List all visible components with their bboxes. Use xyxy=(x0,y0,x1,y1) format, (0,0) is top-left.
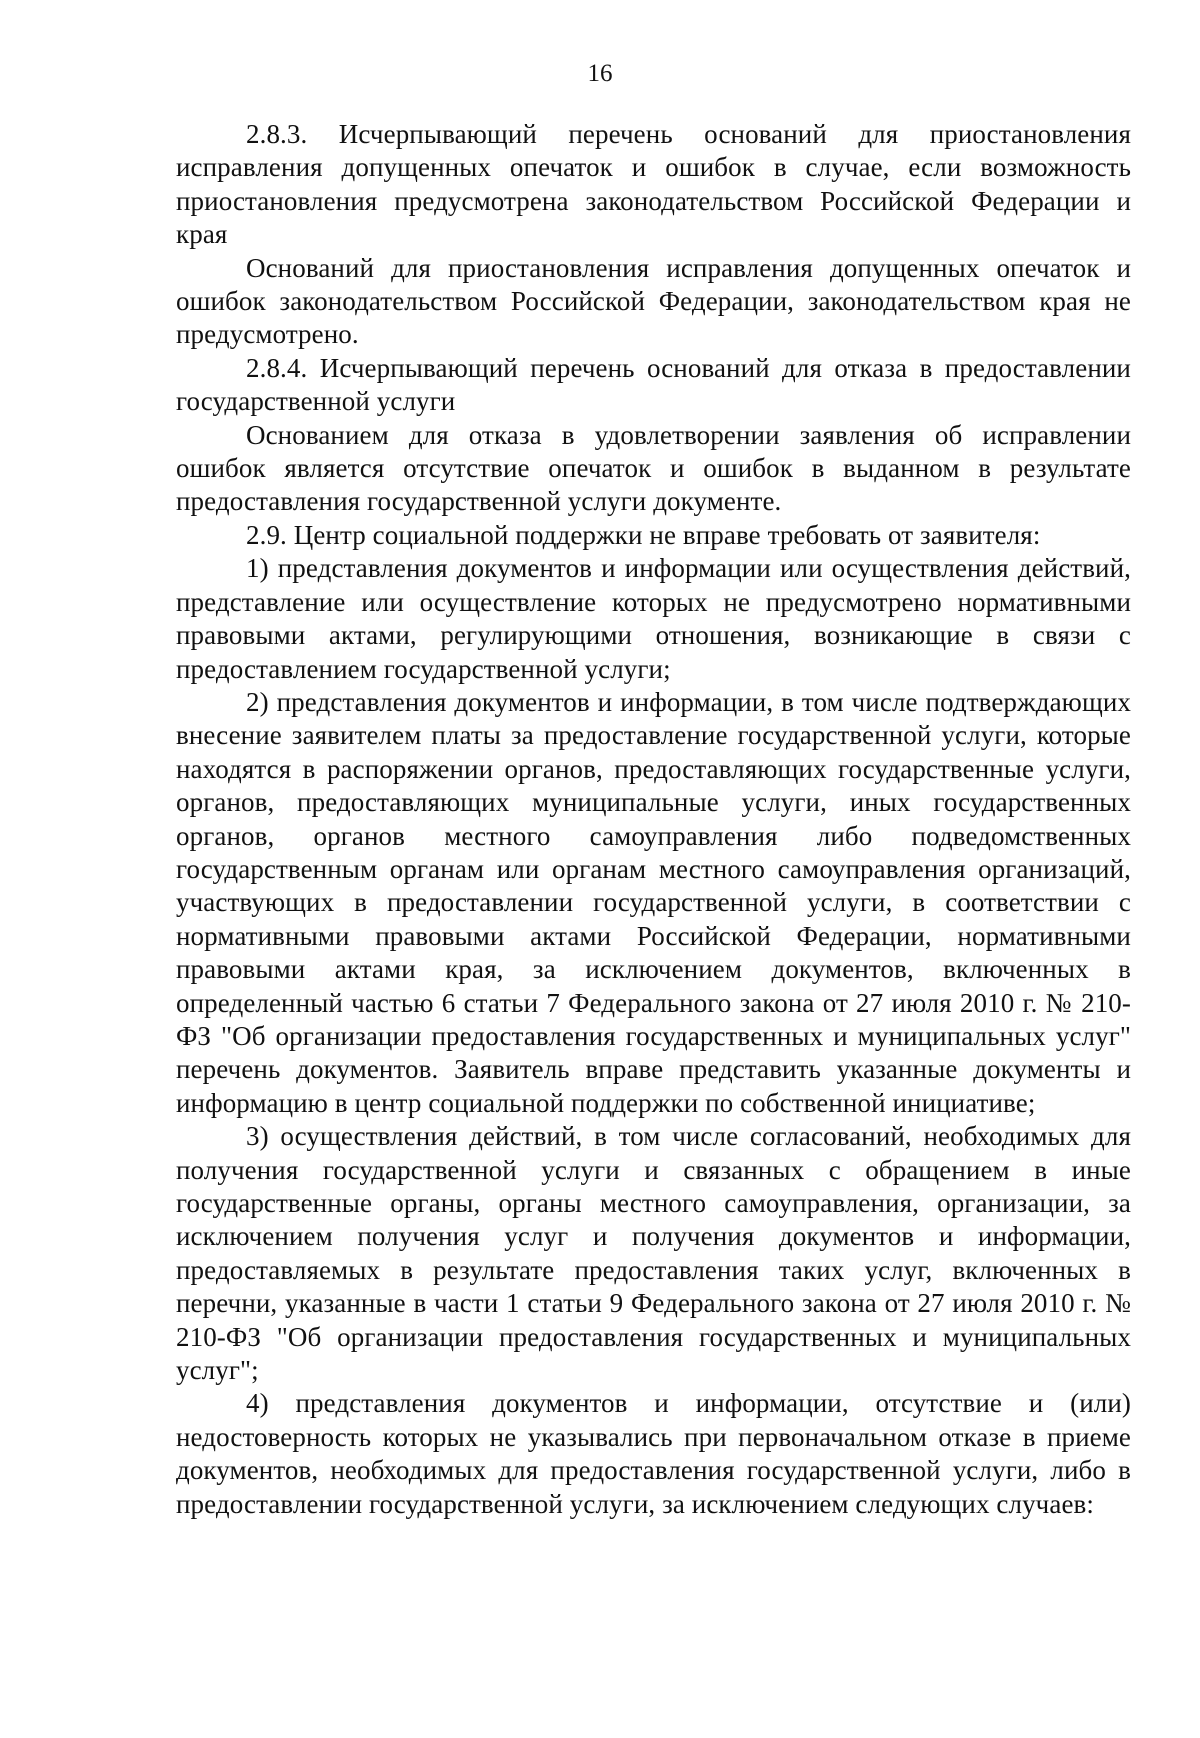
paragraph-2-8-3-text: Оснований для приостановления исправления допущенных опечаток и ошибок законодательством Российской Федерации, законодательством края не предусмотрено. xyxy=(176,252,1131,350)
document-body xyxy=(176,118,1131,1521)
paragraph-2-9-heading: 2.9. Центр социальной поддержки не вправе требовать от заявителя: xyxy=(246,519,1041,550)
list-item-4: 4) представления документов и информации, отсутствие и (или) недостоверность которых не указывались при первоначальном отказе в приеме документов, необходимых для предоставления государственной услуги, либо в предоставлении государственной услуги, за исключением следующих случаев: xyxy=(176,1388,1131,1519)
paragraph-2-8-4-text: Основанием для отказа в удовлетворении заявления об исправлении ошибок является отсутствие опечаток и ошибок в выданном в результате предоставления государственной услуги документе. xyxy=(176,419,1131,517)
list-item-1: 1) представления документов и информации или осуществления действий, представление или осуществление которых не предусмотрено нормативными правовыми актами, регулирующими отношения, возникающие в связи с предоставлением государственной услуги; xyxy=(176,553,1131,684)
list-item-3: 3) осуществления действий, в том числе согласований, необходимых для получения государственной услуги и связанных с обращением в иные государственные органы, органы местного самоуправления, организации, за исключением получения услуг и получения документов и информации, предоставляемых в результате предоставления таких услуг, включенных в перечни, указанные в части 1 статьи 9 Федерального закона от 27 июля 2010 г. № 210-ФЗ "Об организации предоставления государственных и муниципальных услуг"; xyxy=(176,1121,1131,1386)
paragraph-2-8-3-heading: 2.8.3. Исчерпывающий перечень оснований для приостановления исправления допущенных опечаток и ошибок в случае, если возможность приостановления предусмотрена законодательством Российской Федерации и края xyxy=(176,119,1131,250)
list-item-2: 2) представления документов и информации, в том числе подтверждающих внесение заявителем платы за предоставление государственной услуги, которые находятся в распоряжении органов, предоставляющих государственные услуги, органов, предоставляющих муниципальные услуги, иных государственных органов, органов местного самоуправления либо подведомственных государственным органам или органам местного самоуправления организаций, участвующих в предоставлении государственной услуги, в соответствии с нормативными правовыми актами Российской Федерации, нормативными правовыми актами края, за исключением документов, включенных в определенный частью 6 статьи 7 Федерального закона от 27 июля 2010 г. № 210-ФЗ "Об организации предоставления государственных и муниципальных услуг" перечень документов. Заявитель вправе представить указанные документы и информацию в центр социальной поддержки по собственной инициативе; xyxy=(176,686,1131,1118)
paragraph-2-8-4-heading: 2.8.4. Исчерпывающий перечень оснований для отказа в предоставлении государственной услуги xyxy=(176,352,1131,417)
page-number: 16 xyxy=(587,60,613,87)
